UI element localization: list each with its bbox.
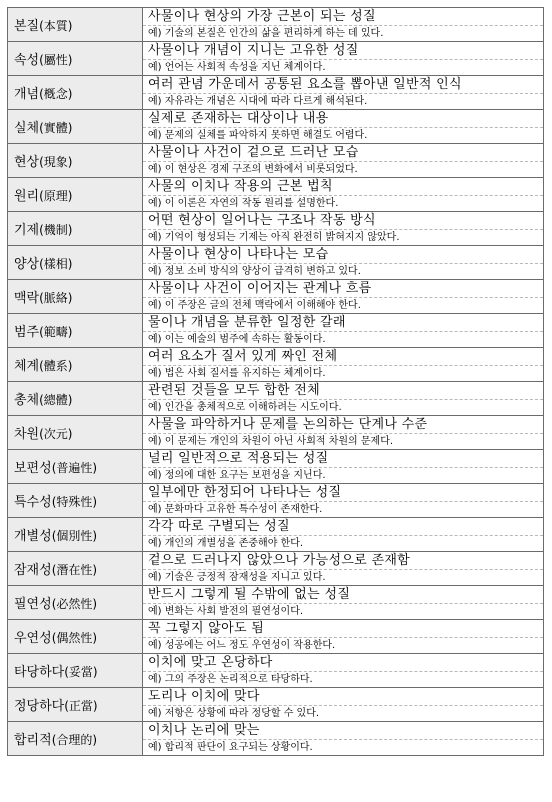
term-cell bbox=[8, 450, 143, 484]
vocabulary-row bbox=[8, 42, 544, 76]
definition-cell bbox=[143, 654, 544, 688]
definition-cell bbox=[143, 416, 544, 450]
vocabulary-row bbox=[8, 314, 544, 348]
term-cell bbox=[8, 722, 143, 756]
vocabulary-row bbox=[8, 8, 544, 42]
vocabulary-row bbox=[8, 620, 544, 654]
example-text: 예) 합리적 판단이 요구되는 상황이다. bbox=[148, 742, 313, 753]
vocabulary-row bbox=[8, 552, 544, 586]
example-text: 예) 이는 예술의 범주에 속하는 활동이다. bbox=[148, 334, 326, 345]
term-cell bbox=[8, 484, 143, 518]
example-text: 예) 이 문제는 개인의 차원이 아닌 사회적 차원의 문제다. bbox=[148, 436, 394, 447]
term-hanja: (正當) bbox=[64, 699, 98, 713]
term-word: 범주 bbox=[14, 325, 40, 340]
definition-cell bbox=[143, 246, 544, 280]
term-word: 체계 bbox=[14, 359, 40, 374]
term-cell bbox=[8, 688, 143, 722]
example-text: 예) 이 이론은 자연의 작동 원리를 설명한다. bbox=[148, 198, 339, 209]
definition-text: 물이나 개념을 분류한 일정한 갈래 bbox=[143, 314, 543, 332]
term-hanja: (妥當) bbox=[64, 665, 98, 679]
definition-cell bbox=[143, 552, 544, 586]
definition-cell bbox=[143, 42, 544, 76]
vocabulary-row bbox=[8, 76, 544, 110]
example-text: 예) 문화마다 고유한 특수성이 존재한다. bbox=[148, 504, 323, 515]
term-word: 우연성 bbox=[14, 631, 52, 646]
term-word: 합리적 bbox=[14, 733, 52, 748]
definition-text: 사물의 이치나 작용의 근본 법칙 bbox=[143, 178, 543, 196]
vocabulary-row bbox=[8, 144, 544, 178]
term-hanja: (現象) bbox=[39, 155, 73, 169]
term-word: 양상 bbox=[14, 257, 40, 272]
vocabulary-row bbox=[8, 722, 544, 756]
vocabulary-row bbox=[8, 518, 544, 552]
term-word: 타당하다 bbox=[14, 665, 65, 680]
vocabulary-row bbox=[8, 348, 544, 382]
definition-text: 사물이나 현상이 나타나는 모습 bbox=[143, 246, 543, 264]
definition-cell bbox=[143, 178, 544, 212]
definition-text: 일부에만 한정되어 나타나는 성질 bbox=[143, 484, 543, 502]
definition-text: 사물이나 사건이 이어지는 관계나 흐름 bbox=[143, 280, 543, 298]
term-word: 잠재성 bbox=[14, 563, 52, 578]
term-cell bbox=[8, 382, 143, 416]
example-text: 예) 기억이 형성되는 기제는 아직 완전히 밝혀지지 않았다. bbox=[148, 232, 400, 243]
definition-cell bbox=[143, 586, 544, 620]
term-word: 필연성 bbox=[14, 597, 52, 612]
vocabulary-row bbox=[8, 212, 544, 246]
example-text: 예) 정의에 대한 요구는 보편성을 지닌다. bbox=[148, 470, 326, 481]
vocabulary-row bbox=[8, 382, 544, 416]
example-text: 예) 성공에는 어느 정도 우연성이 작용한다. bbox=[148, 640, 336, 651]
vocabulary-row bbox=[8, 484, 544, 518]
definition-cell bbox=[143, 8, 544, 42]
vocabulary-row bbox=[8, 654, 544, 688]
term-cell bbox=[8, 42, 143, 76]
vocabulary-row bbox=[8, 586, 544, 620]
definition-cell bbox=[143, 280, 544, 314]
term-cell bbox=[8, 8, 143, 42]
term-cell bbox=[8, 348, 143, 382]
term-word: 특수성 bbox=[14, 495, 52, 510]
definition-cell bbox=[143, 688, 544, 722]
example-text: 예) 언어는 사회적 속성을 지닌 체계이다. bbox=[148, 62, 326, 73]
term-hanja: (潛在性) bbox=[51, 563, 98, 577]
term-hanja: (次元) bbox=[39, 427, 73, 441]
term-hanja: (槪念) bbox=[39, 87, 73, 101]
example-text: 예) 문제의 실체를 파악하지 못하면 해결도 어렵다. bbox=[148, 130, 368, 141]
definition-text: 이치나 논리에 맞는 bbox=[143, 722, 543, 740]
example-text: 예) 이 주장은 글의 전체 맥락에서 이해해야 한다. bbox=[148, 300, 361, 311]
definition-text: 어떤 현상이 일어나는 구조나 작동 방식 bbox=[143, 212, 543, 230]
term-hanja: (必然性) bbox=[51, 597, 98, 611]
term-word: 현상 bbox=[14, 155, 40, 170]
term-hanja: (體系) bbox=[39, 359, 73, 373]
definition-cell bbox=[143, 110, 544, 144]
definition-cell bbox=[143, 348, 544, 382]
term-cell bbox=[8, 314, 143, 348]
definition-cell bbox=[143, 382, 544, 416]
definition-text: 널리 일반적으로 적용되는 성질 bbox=[143, 450, 543, 468]
term-cell bbox=[8, 654, 143, 688]
term-cell bbox=[8, 280, 143, 314]
definition-text: 겉으로 드러나지 않았으나 가능성으로 존재함 bbox=[143, 552, 543, 570]
term-word: 보편성 bbox=[14, 461, 52, 476]
vocabulary-table-body bbox=[8, 8, 544, 756]
term-hanja: (屬性) bbox=[39, 53, 73, 67]
term-word: 기제 bbox=[14, 223, 40, 238]
definition-text: 여러 요소가 질서 있게 짜인 전체 bbox=[143, 348, 543, 366]
definition-text: 이치에 맞고 온당하다 bbox=[143, 654, 543, 672]
definition-cell bbox=[143, 212, 544, 246]
definition-cell bbox=[143, 450, 544, 484]
vocabulary-row bbox=[8, 688, 544, 722]
term-word: 정당하다 bbox=[14, 699, 65, 714]
definition-text: 사물이나 현상의 가장 근본이 되는 성질 bbox=[143, 8, 543, 26]
example-text: 예) 이 현상은 경제 구조의 변화에서 비롯되었다. bbox=[148, 164, 358, 175]
definition-text: 반드시 그렇게 될 수밖에 없는 성질 bbox=[143, 586, 543, 604]
term-hanja: (合理的) bbox=[51, 733, 98, 747]
term-cell bbox=[8, 518, 143, 552]
example-text: 예) 법은 사회 질서를 유지하는 체계이다. bbox=[148, 368, 326, 379]
vocabulary-row bbox=[8, 416, 544, 450]
definition-text: 사물이나 사건이 겉으로 드러난 모습 bbox=[143, 144, 543, 162]
term-cell bbox=[8, 110, 143, 144]
term-word: 개별성 bbox=[14, 529, 52, 544]
term-cell bbox=[8, 178, 143, 212]
vocabulary-row bbox=[8, 246, 544, 280]
example-text: 예) 그의 주장은 논리적으로 타당하다. bbox=[148, 674, 313, 685]
term-cell bbox=[8, 76, 143, 110]
definition-text: 사물이나 개념이 지니는 고유한 성질 bbox=[143, 42, 543, 60]
term-word: 맥락 bbox=[14, 291, 40, 306]
term-word: 속성 bbox=[14, 53, 40, 68]
definition-cell bbox=[143, 620, 544, 654]
term-hanja: (脈絡) bbox=[39, 291, 73, 305]
example-text: 예) 저항은 상황에 따라 정당할 수 있다. bbox=[148, 708, 320, 719]
vocabulary-row bbox=[8, 450, 544, 484]
term-hanja: (機制) bbox=[39, 223, 73, 237]
term-word: 개념 bbox=[14, 87, 40, 102]
term-word: 원리 bbox=[14, 189, 40, 204]
example-text: 예) 개인의 개별성을 존중해야 한다. bbox=[148, 538, 304, 549]
term-hanja: (個別性) bbox=[51, 529, 98, 543]
vocabulary-row bbox=[8, 178, 544, 212]
term-hanja: (偶然性) bbox=[51, 631, 98, 645]
definition-cell bbox=[143, 484, 544, 518]
definition-cell bbox=[143, 518, 544, 552]
example-text: 예) 자유라는 개념은 시대에 따라 다르게 해석된다. bbox=[148, 96, 368, 107]
example-text: 예) 인간을 총체적으로 이해하려는 시도이다. bbox=[148, 402, 342, 413]
term-hanja: (本質) bbox=[39, 19, 73, 33]
term-word: 차원 bbox=[14, 427, 40, 442]
term-hanja: (範疇) bbox=[39, 325, 73, 339]
example-text: 예) 기술의 본질은 인간의 삶을 편리하게 하는 데 있다. bbox=[148, 28, 384, 39]
definition-text: 관련된 것들을 모두 합한 전체 bbox=[143, 382, 543, 400]
definition-cell bbox=[143, 722, 544, 756]
definition-text: 꼭 그렇지 않아도 됨 bbox=[143, 620, 543, 638]
term-cell bbox=[8, 144, 143, 178]
term-hanja: (樣相) bbox=[39, 257, 73, 271]
term-hanja: (原理) bbox=[39, 189, 73, 203]
term-hanja: (實體) bbox=[39, 121, 73, 135]
term-cell bbox=[8, 246, 143, 280]
example-text: 예) 정보 소비 방식의 양상이 급격히 변하고 있다. bbox=[148, 266, 361, 277]
vocabulary-row bbox=[8, 280, 544, 314]
term-cell bbox=[8, 212, 143, 246]
term-word: 본질 bbox=[14, 19, 40, 34]
term-cell bbox=[8, 586, 143, 620]
example-text: 예) 변화는 사회 발전의 필연성이다. bbox=[148, 606, 304, 617]
definition-cell bbox=[143, 314, 544, 348]
definition-cell bbox=[143, 76, 544, 110]
definition-text: 각각 따로 구별되는 성질 bbox=[143, 518, 543, 536]
definition-text: 사물을 파악하거나 문제를 논의하는 단계나 수준 bbox=[143, 416, 543, 434]
example-text: 예) 기술은 긍정적 잠재성을 지니고 있다. bbox=[148, 572, 326, 583]
definition-text: 여러 관념 가운데서 공통된 요소를 뽑아낸 일반적 인식 bbox=[143, 76, 543, 94]
term-word: 총체 bbox=[14, 393, 40, 408]
term-cell bbox=[8, 416, 143, 450]
vocabulary-row bbox=[8, 110, 544, 144]
term-cell bbox=[8, 620, 143, 654]
term-hanja: (特殊性) bbox=[51, 495, 98, 509]
definition-text: 실제로 존재하는 대상이나 내용 bbox=[143, 110, 543, 128]
term-hanja: (普遍性) bbox=[51, 461, 98, 475]
definition-cell bbox=[143, 144, 544, 178]
definition-text: 도리나 이치에 맞다 bbox=[143, 688, 543, 706]
term-hanja: (總體) bbox=[39, 393, 73, 407]
vocabulary-table bbox=[7, 7, 544, 756]
term-cell bbox=[8, 552, 143, 586]
term-word: 실체 bbox=[14, 121, 40, 136]
